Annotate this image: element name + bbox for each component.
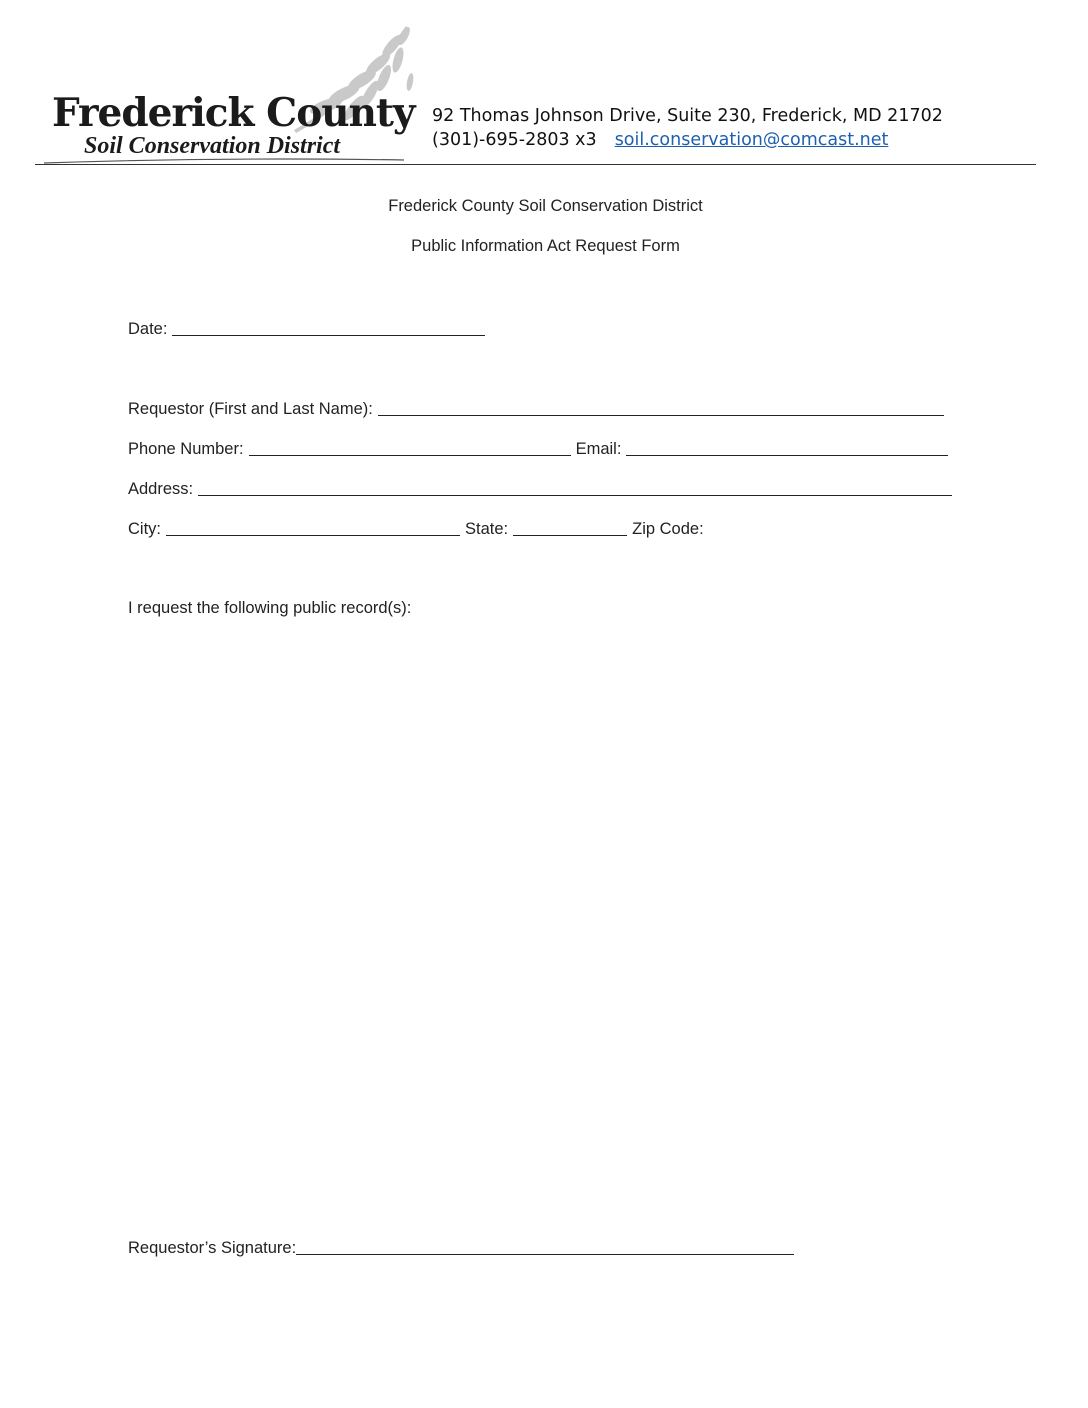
state-field[interactable]: [513, 534, 627, 536]
records-row: [128, 596, 411, 618]
email-field[interactable]: [626, 454, 948, 456]
requestor-name-field[interactable]: [378, 414, 944, 416]
document-title: Frederick County Soil Conservation District: [388, 197, 703, 215]
contact-email-link[interactable]: soil.conservation@comcast.net: [614, 130, 889, 150]
contact-phone-email: [432, 128, 943, 152]
state-label: State:: [465, 520, 509, 538]
contact-phone: (301)-695-2803 x3: [432, 130, 597, 150]
email-label: Email:: [575, 440, 622, 458]
header-divider: [35, 164, 1036, 165]
records-label: I request the following public record(s):: [128, 599, 412, 617]
contact-block: [432, 104, 943, 152]
phone-email-row: [128, 437, 948, 459]
signature-field[interactable]: [296, 1253, 794, 1255]
requestor-row: [128, 397, 944, 419]
phone-label: Phone Number:: [128, 440, 244, 458]
phone-field[interactable]: [249, 454, 571, 456]
document-subtitle: Public Information Act Request Form: [411, 237, 680, 255]
date-label: Date:: [128, 320, 168, 338]
logo-title: Frederick County: [52, 90, 415, 136]
date-row: [128, 317, 485, 339]
logo-subtitle: Soil Conservation District: [84, 133, 341, 159]
zip-label: Zip Code:: [632, 520, 704, 538]
date-field[interactable]: [172, 334, 485, 336]
city-label: City:: [128, 520, 161, 538]
requestor-label: Requestor (First and Last Name):: [128, 400, 373, 418]
district-logo: [44, 18, 414, 163]
signature-label: Requestor’s Signature:: [128, 1239, 297, 1257]
address-field[interactable]: [198, 494, 952, 496]
city-field[interactable]: [166, 534, 460, 536]
city-state-zip-row: [128, 517, 704, 539]
signature-row: [128, 1236, 794, 1258]
address-label: Address:: [128, 480, 194, 498]
contact-address: 92 Thomas Johnson Drive, Suite 230, Frederick, MD 21702: [432, 106, 943, 126]
address-row: [128, 477, 952, 499]
